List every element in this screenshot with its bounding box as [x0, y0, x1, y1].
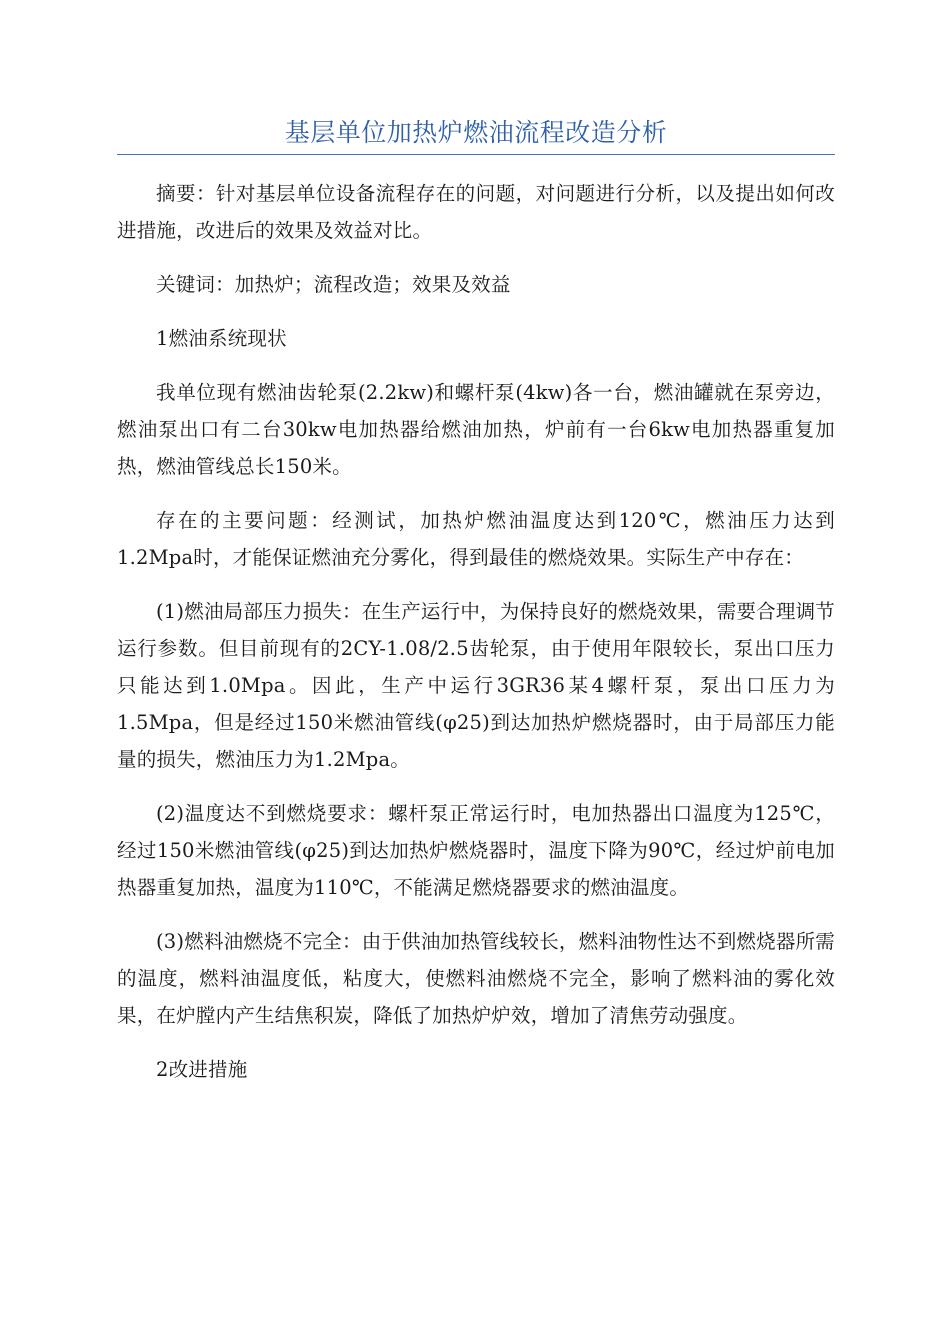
document-body [117, 175, 835, 1105]
body-paragraph: (1)燃油局部压力损失：在生产运行中，为保持良好的燃烧效果，需要合理调节运行参数。但目前现有的2CY-1.08/2.5齿轮泵，由于使用年限较长，泵出口压力只能达到1.0Mpa。因此，生产中运行3GR36某4螺杆泵，泵出口压力为1.5Mpa，但是经过150米燃油管线(φ25)到达加热炉燃烧器时，由于局部压力能量的损失，燃油压力为1.2Mpa。 [117, 600, 835, 771]
body-paragraph: 我单位现有燃油齿轮泵(2.2kw)和螺杆泵(4kw)各一台，燃油罐就在泵旁边，燃油泵出口有二台30kw电加热器给燃油加热，炉前有一台6kw电加热器重复加热，燃油管线总长150米。 [117, 381, 835, 478]
section-heading-2: 2改进措施 [156, 1058, 248, 1081]
section-heading-1: 1燃油系统现状 [156, 327, 287, 350]
abstract-paragraph: 摘要：针对基层单位设备流程存在的问题，对问题进行分析，以及提出如何改进措施，改进后的效果及效益对比。 [117, 182, 835, 242]
document-title: 基层单位加热炉燃油流程改造分析 [284, 118, 668, 147]
title-block [117, 112, 835, 155]
body-paragraph: 存在的主要问题：经测试，加热炉燃油温度达到120℃，燃油压力达到1.2Mpa时，才能保证燃油充分雾化，得到最佳的燃烧效果。实际生产中存在： [117, 509, 835, 569]
title-underline [117, 154, 835, 155]
keywords-paragraph: 关键词：加热炉；流程改造；效果及效益 [156, 273, 511, 296]
body-paragraph: (2)温度达不到燃烧要求：螺杆泵正常运行时，电加热器出口温度为125℃，经过150米燃油管线(φ25)到达加热炉燃烧器时，温度下降为90℃，经过炉前电加热器重复加热，温度为110℃，不能满足燃烧器要求的燃油温度。 [117, 802, 835, 899]
body-paragraph: (3)燃料油燃烧不完全：由于供油加热管线较长，燃料油物性达不到燃烧器所需的温度，燃料油温度低，粘度大，使燃料油燃烧不完全，影响了燃料油的雾化效果，在炉膛内产生结焦积炭，降低了加热炉炉效，增加了清焦劳动强度。 [117, 930, 835, 1027]
